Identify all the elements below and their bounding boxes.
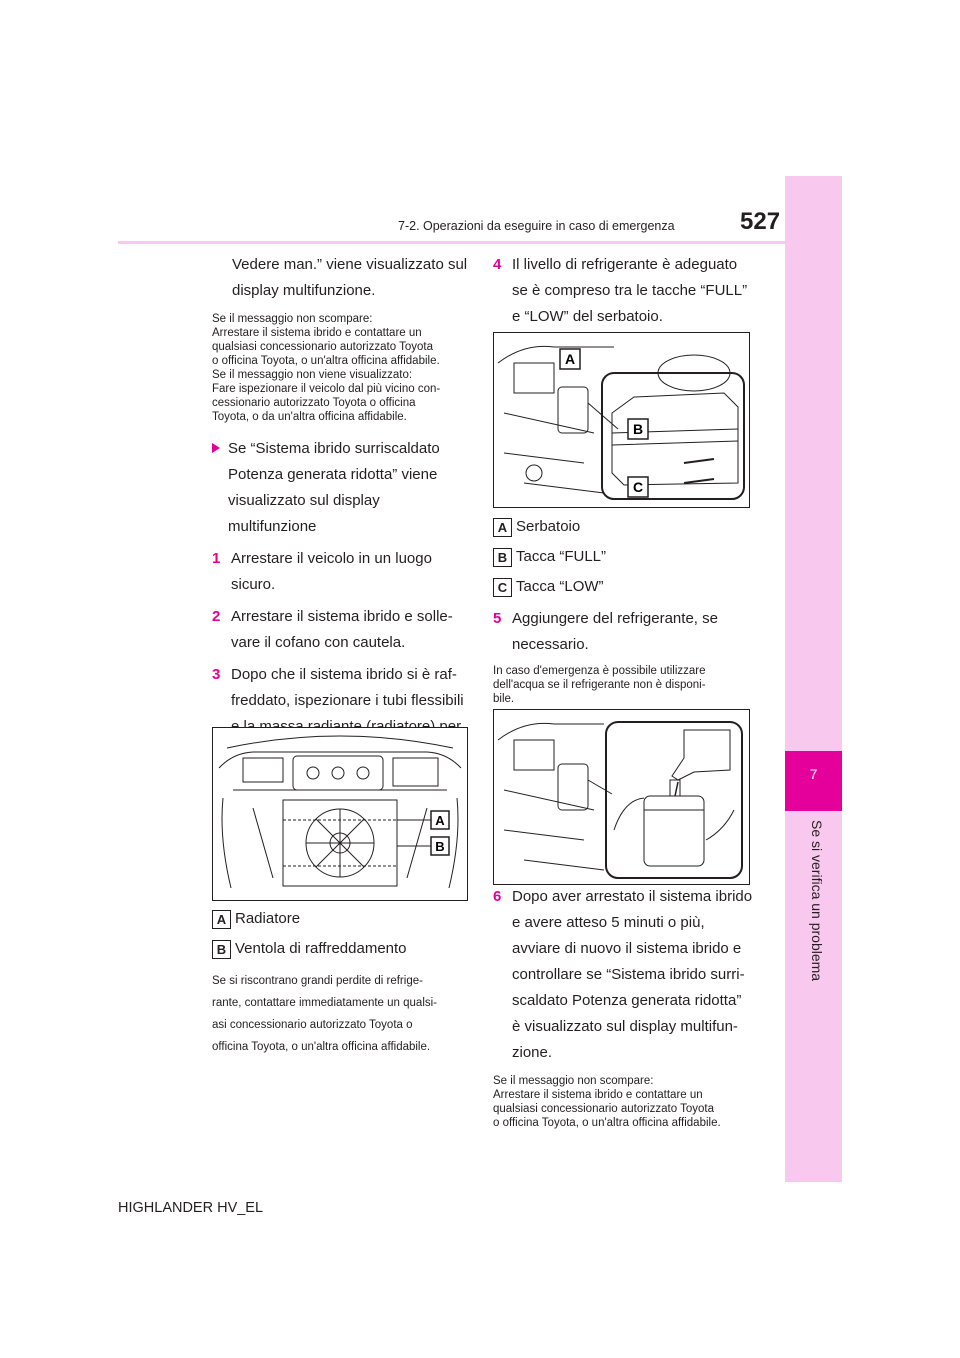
note-block bbox=[493, 1074, 753, 1130]
note-line: asi concessionario autorizzato Toyota o bbox=[212, 1019, 413, 1031]
note-line: Se il messaggio non scompare: bbox=[212, 313, 373, 325]
step-line: zione. bbox=[512, 1044, 553, 1061]
right-column-bottom bbox=[493, 884, 753, 1130]
callout-b bbox=[493, 544, 753, 570]
figure-label-c bbox=[628, 477, 648, 497]
step-line: Arrestare il sistema ibrido e solle- bbox=[231, 608, 453, 625]
note-line: In caso d'emergenza è possibile utilizzare bbox=[493, 665, 706, 677]
page-number: 527 bbox=[740, 208, 781, 235]
note-line: Toyota, o da un'altra officina affidabile. bbox=[212, 411, 407, 423]
note-line: cessionario autorizzato Toyota o officina bbox=[212, 397, 416, 409]
step-5 bbox=[493, 606, 753, 658]
step-6 bbox=[493, 884, 753, 1066]
svg-text:B: B bbox=[435, 839, 445, 854]
condition-bullet bbox=[212, 436, 472, 540]
note-block bbox=[493, 664, 753, 706]
footer-model: HIGHLANDER HV_EL bbox=[118, 1200, 264, 1216]
step-line: sicuro. bbox=[231, 576, 276, 593]
callout-text: Radiatore bbox=[235, 910, 301, 927]
callout-a bbox=[212, 906, 472, 932]
step-line: vare il cofano con cautela. bbox=[231, 634, 406, 651]
note-line: rante, contattare immediatamente un qualsi- bbox=[212, 997, 438, 1009]
step-2 bbox=[212, 604, 472, 656]
svg-text:C: C bbox=[632, 479, 644, 495]
intro-line: display multifunzione. bbox=[232, 282, 376, 299]
right-column bbox=[493, 252, 753, 330]
figure-label-b bbox=[628, 419, 648, 439]
step-1 bbox=[212, 546, 472, 598]
callout-letter: A bbox=[493, 518, 512, 537]
svg-text:B: B bbox=[632, 421, 644, 437]
callout-letter: B bbox=[493, 548, 512, 567]
note-line: qualsiasi concessionario autorizzato Toyota bbox=[212, 341, 433, 353]
step-line: Aggiungere del refrigerante, se bbox=[512, 610, 718, 627]
callout-letter: C bbox=[493, 578, 512, 597]
callout-a bbox=[493, 514, 753, 540]
figure-label-b bbox=[431, 837, 449, 855]
coolant-refill-illustration bbox=[494, 710, 749, 884]
step-line: freddato, ispezionare i tubi flessibili bbox=[231, 692, 464, 709]
callout-c bbox=[493, 574, 753, 600]
bullet-line: visualizzato sul display multifunzione bbox=[228, 492, 380, 535]
note-line: Arrestare il sistema ibrido e contattare un bbox=[212, 327, 422, 339]
step-line: Il livello di refrigerante è adeguato bbox=[512, 256, 738, 273]
note-line: o officina Toyota, o un'altra officina affidabile. bbox=[212, 355, 440, 367]
bullet-line: Se “Sistema ibrido surriscaldato bbox=[228, 440, 440, 457]
step-line: se è compreso tra le tacche “FULL” bbox=[512, 282, 748, 299]
figure-label-a bbox=[431, 811, 449, 829]
figure-label-a bbox=[560, 349, 580, 369]
note-line: Arrestare il sistema ibrido e contattare un bbox=[493, 1089, 703, 1101]
step-number: 5 bbox=[493, 610, 502, 627]
note-line: qualsiasi concessionario autorizzato Toyota bbox=[493, 1103, 714, 1115]
step-line: necessario. bbox=[512, 636, 589, 653]
right-callouts bbox=[493, 510, 753, 706]
step-4 bbox=[493, 252, 753, 330]
callout-text: Ventola di raffreddamento bbox=[235, 940, 407, 957]
note-line: officina Toyota, o un'altra officina affidabile. bbox=[212, 1041, 431, 1053]
chapter-label: Se si verifica un problema bbox=[809, 820, 825, 982]
radiator-figure bbox=[212, 727, 468, 901]
bullet-line: Potenza generata ridotta” viene bbox=[228, 466, 438, 483]
left-column bbox=[212, 252, 472, 792]
reservoir-figure bbox=[493, 332, 750, 508]
svg-text:A: A bbox=[435, 813, 445, 828]
callout-text: Tacca “FULL” bbox=[516, 548, 607, 565]
svg-text:A: A bbox=[564, 351, 576, 367]
bullet-triangle-icon bbox=[212, 443, 220, 453]
step-line: scaldato Potenza generata ridotta” bbox=[512, 992, 742, 1009]
step-number: 4 bbox=[493, 256, 502, 273]
section-title: 7-2. Operazioni da eseguire in caso di emergenza bbox=[398, 219, 675, 233]
note-line: dell'acqua se il refrigerante non è disponi- bbox=[493, 679, 706, 691]
callout-b bbox=[212, 936, 472, 962]
refill-figure bbox=[493, 709, 750, 885]
left-callouts bbox=[212, 902, 472, 1058]
step-line: è visualizzato sul display multifun- bbox=[512, 1018, 738, 1035]
step-line: controllare se “Sistema ibrido surri- bbox=[512, 966, 745, 983]
coolant-reservoir-illustration bbox=[494, 333, 749, 507]
callout-letter: A bbox=[212, 910, 231, 929]
callout-text: Serbatoio bbox=[516, 518, 581, 535]
step-line: Dopo che il sistema ibrido si è raf- bbox=[231, 666, 457, 683]
step-line: avviare di nuovo il sistema ibrido e bbox=[512, 940, 742, 957]
note-line: Se si riscontrano grandi perdite di refrige- bbox=[212, 975, 423, 987]
note-block bbox=[212, 312, 472, 424]
header-rule bbox=[118, 241, 785, 244]
note-line: o officina Toyota, o un'altra officina affidabile. bbox=[493, 1117, 721, 1129]
note-line: Se il messaggio non viene visualizzato: bbox=[212, 369, 413, 381]
note-line: Se il messaggio non scompare: bbox=[493, 1075, 654, 1087]
step-number: 2 bbox=[212, 608, 221, 625]
chapter-number: 7 bbox=[809, 766, 818, 782]
note-line: Fare ispezionare il veicolo dal più vicino con- bbox=[212, 383, 441, 395]
step-line: Dopo aver arrestato il sistema ibrido bbox=[512, 888, 753, 905]
step-line: e “LOW” del serbatoio. bbox=[512, 308, 663, 325]
step-line: Arrestare il veicolo in un luogo bbox=[231, 550, 432, 567]
callout-letter: B bbox=[212, 940, 231, 959]
callout-text: Tacca “LOW” bbox=[516, 578, 604, 595]
step-number: 3 bbox=[212, 666, 221, 683]
step-number: 1 bbox=[212, 550, 221, 567]
note-block bbox=[212, 970, 472, 1058]
engine-bay-illustration bbox=[213, 728, 467, 900]
intro-line: Vedere man.” viene visualizzato sul bbox=[232, 256, 468, 273]
note-line: bile. bbox=[493, 693, 515, 705]
step-number: 6 bbox=[493, 888, 502, 905]
step-line: e avere atteso 5 minuti o più, bbox=[512, 914, 705, 931]
